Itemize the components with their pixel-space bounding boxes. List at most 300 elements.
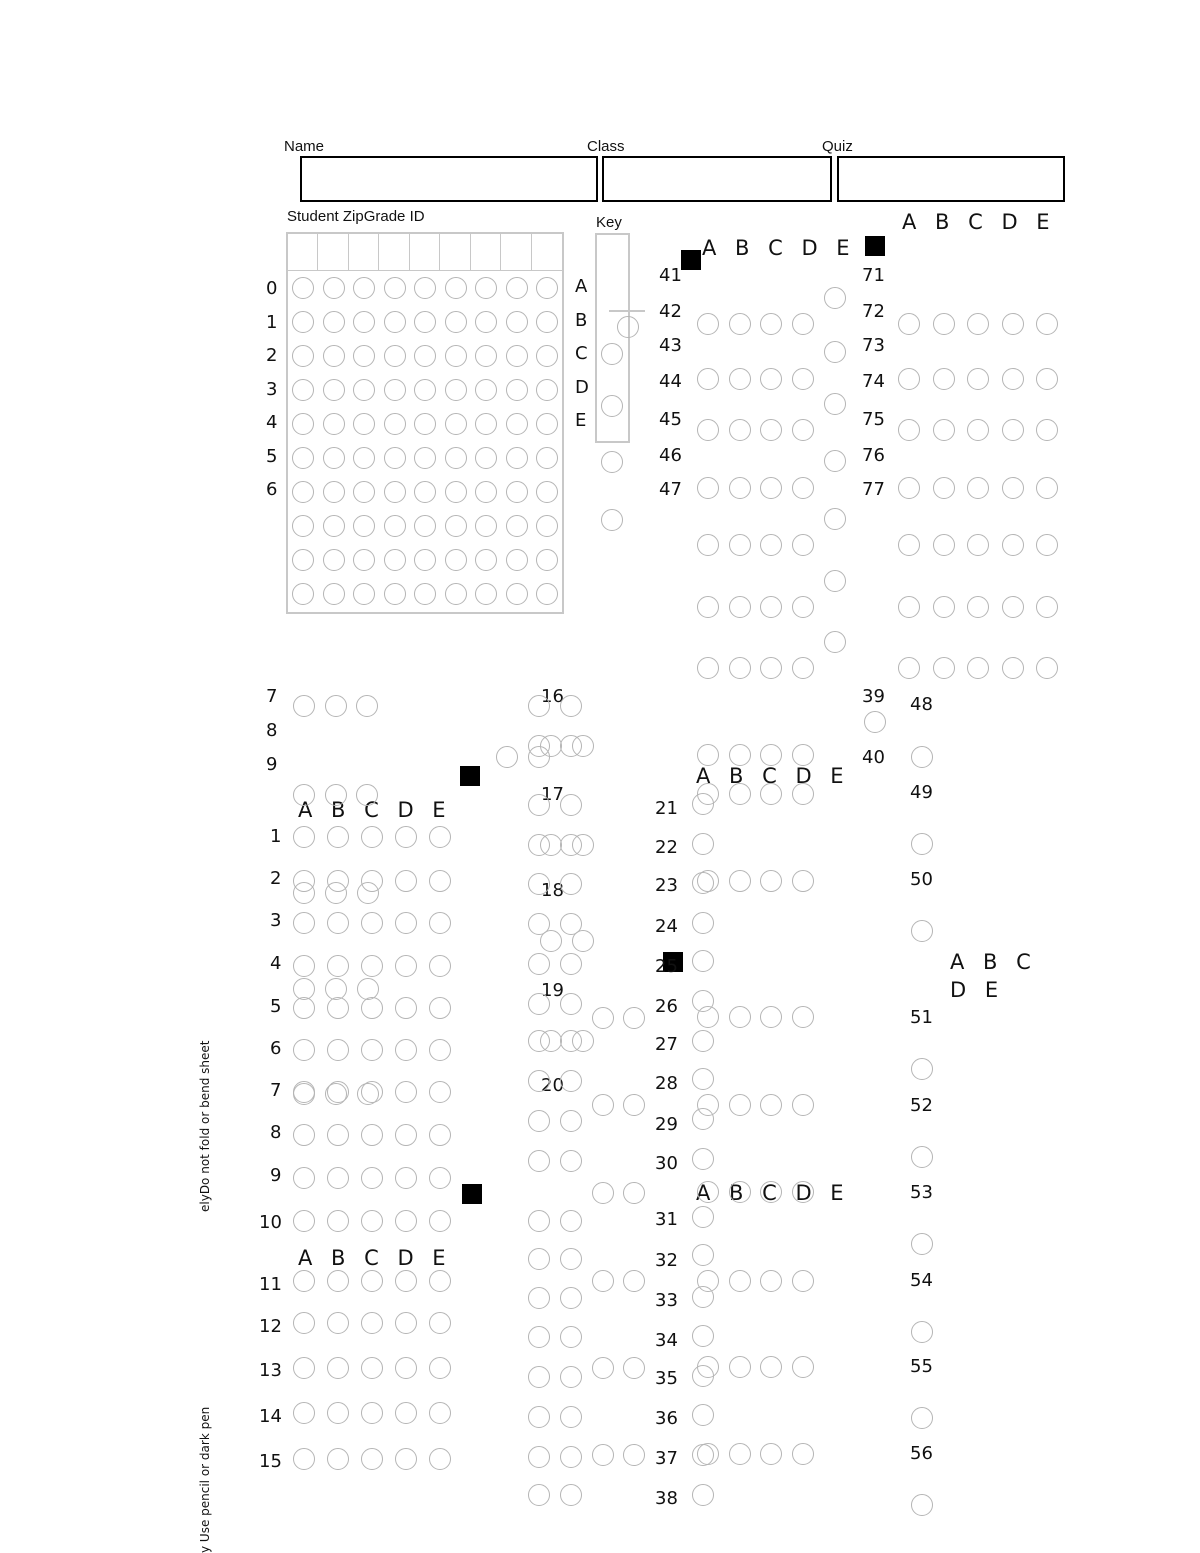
answer-bubble[interactable] [361, 997, 383, 1019]
answer-bubble[interactable] [528, 1366, 550, 1388]
answer-bubble[interactable] [293, 882, 315, 904]
answer-bubble[interactable] [429, 1039, 451, 1061]
answer-bubble[interactable] [792, 313, 814, 335]
answer-bubble[interactable] [824, 450, 846, 472]
answer-bubble[interactable] [760, 783, 782, 805]
answer-bubble[interactable] [933, 657, 955, 679]
answer-bubble[interactable] [592, 1444, 614, 1466]
id-bubble[interactable] [292, 311, 314, 333]
answer-bubble[interactable] [933, 419, 955, 441]
answer-bubble[interactable] [356, 784, 378, 806]
answer-bubble[interactable] [361, 1167, 383, 1189]
answer-bubble[interactable] [967, 534, 989, 556]
answer-bubble[interactable] [327, 1270, 349, 1292]
answer-bubble[interactable] [692, 1484, 714, 1506]
answer-bubble[interactable] [898, 477, 920, 499]
answer-bubble[interactable] [357, 978, 379, 1000]
answer-bubble[interactable] [1036, 596, 1058, 618]
answer-bubble[interactable] [592, 1182, 614, 1204]
id-bubble[interactable] [384, 447, 406, 469]
id-bubble[interactable] [353, 549, 375, 571]
id-bubble[interactable] [292, 345, 314, 367]
answer-bubble[interactable] [528, 1326, 550, 1348]
key-bubble[interactable] [601, 395, 623, 417]
answer-bubble[interactable] [697, 1006, 719, 1028]
answer-bubble[interactable] [327, 997, 349, 1019]
answer-bubble[interactable] [361, 1448, 383, 1470]
answer-bubble[interactable] [1002, 596, 1024, 618]
id-bubble[interactable] [292, 413, 314, 435]
answer-bubble[interactable] [560, 1150, 582, 1172]
answer-bubble[interactable] [1036, 313, 1058, 335]
answer-bubble[interactable] [967, 596, 989, 618]
answer-bubble[interactable] [792, 368, 814, 390]
answer-bubble[interactable] [760, 870, 782, 892]
id-bubble[interactable] [292, 549, 314, 571]
answer-bubble[interactable] [933, 368, 955, 390]
answer-bubble[interactable] [327, 1312, 349, 1334]
answer-bubble[interactable] [293, 997, 315, 1019]
answer-bubble[interactable] [692, 1030, 714, 1052]
answer-bubble[interactable] [898, 419, 920, 441]
answer-bubble[interactable] [792, 1181, 814, 1203]
answer-bubble[interactable] [697, 1181, 719, 1203]
answer-bubble[interactable] [623, 1444, 645, 1466]
key-bubble[interactable] [601, 509, 623, 531]
id-bubble[interactable] [353, 583, 375, 605]
answer-bubble[interactable] [1002, 534, 1024, 556]
id-bubble[interactable] [445, 277, 467, 299]
answer-bubble[interactable] [560, 1070, 582, 1092]
id-bubble[interactable] [384, 413, 406, 435]
answer-bubble[interactable] [697, 744, 719, 766]
answer-bubble[interactable] [592, 1007, 614, 1029]
id-bubble[interactable] [323, 481, 345, 503]
id-bubble[interactable] [323, 345, 345, 367]
id-bubble[interactable] [353, 413, 375, 435]
answer-bubble[interactable] [967, 368, 989, 390]
answer-bubble[interactable] [1002, 419, 1024, 441]
key-bubble[interactable] [617, 316, 639, 338]
answer-bubble[interactable] [293, 1357, 315, 1379]
answer-bubble[interactable] [395, 1402, 417, 1424]
answer-bubble[interactable] [395, 1167, 417, 1189]
answer-bubble[interactable] [293, 1312, 315, 1334]
answer-bubble[interactable] [692, 1206, 714, 1228]
answer-bubble[interactable] [528, 873, 550, 895]
answer-bubble[interactable] [692, 833, 714, 855]
answer-bubble[interactable] [824, 631, 846, 653]
answer-bubble[interactable] [760, 477, 782, 499]
answer-bubble[interactable] [760, 1094, 782, 1116]
id-bubble[interactable] [414, 413, 436, 435]
id-bubble[interactable] [506, 481, 528, 503]
id-bubble[interactable] [536, 413, 558, 435]
answer-bubble[interactable] [760, 1270, 782, 1292]
answer-bubble[interactable] [729, 419, 751, 441]
answer-bubble[interactable] [560, 993, 582, 1015]
answer-bubble[interactable] [1002, 313, 1024, 335]
id-bubble[interactable] [353, 345, 375, 367]
id-bubble[interactable] [292, 583, 314, 605]
id-bubble[interactable] [445, 583, 467, 605]
answer-bubble[interactable] [572, 1030, 594, 1052]
answer-bubble[interactable] [429, 912, 451, 934]
answer-bubble[interactable] [1002, 477, 1024, 499]
answer-bubble[interactable] [692, 1404, 714, 1426]
id-bubble[interactable] [445, 311, 467, 333]
answer-bubble[interactable] [623, 1182, 645, 1204]
answer-bubble[interactable] [429, 870, 451, 892]
answer-bubble[interactable] [560, 1287, 582, 1309]
answer-bubble[interactable] [729, 596, 751, 618]
answer-bubble[interactable] [560, 695, 582, 717]
id-bubble[interactable] [475, 345, 497, 367]
answer-bubble[interactable] [729, 1094, 751, 1116]
answer-bubble[interactable] [325, 978, 347, 1000]
id-bubble[interactable] [414, 481, 436, 503]
answer-bubble[interactable] [760, 657, 782, 679]
answer-bubble[interactable] [395, 1039, 417, 1061]
answer-bubble[interactable] [933, 477, 955, 499]
answer-bubble[interactable] [528, 953, 550, 975]
answer-bubble[interactable] [911, 1321, 933, 1343]
answer-bubble[interactable] [1036, 534, 1058, 556]
answer-bubble[interactable] [325, 882, 347, 904]
id-bubble[interactable] [536, 345, 558, 367]
answer-bubble[interactable] [1036, 419, 1058, 441]
answer-bubble[interactable] [528, 1110, 550, 1132]
answer-bubble[interactable] [760, 1181, 782, 1203]
id-bubble[interactable] [506, 515, 528, 537]
id-bubble[interactable] [445, 549, 467, 571]
answer-bubble[interactable] [1036, 368, 1058, 390]
answer-bubble[interactable] [692, 1244, 714, 1266]
answer-bubble[interactable] [697, 313, 719, 335]
answer-bubble[interactable] [933, 534, 955, 556]
answer-bubble[interactable] [729, 870, 751, 892]
answer-bubble[interactable] [697, 596, 719, 618]
answer-bubble[interactable] [327, 955, 349, 977]
answer-bubble[interactable] [361, 1270, 383, 1292]
id-bubble[interactable] [506, 311, 528, 333]
answer-bubble[interactable] [540, 930, 562, 952]
answer-bubble[interactable] [528, 1446, 550, 1468]
answer-bubble[interactable] [528, 695, 550, 717]
answer-bubble[interactable] [572, 735, 594, 757]
answer-bubble[interactable] [395, 912, 417, 934]
id-bubble[interactable] [384, 379, 406, 401]
id-bubble[interactable] [414, 583, 436, 605]
answer-bubble[interactable] [528, 1484, 550, 1506]
id-bubble[interactable] [536, 583, 558, 605]
answer-bubble[interactable] [293, 1270, 315, 1292]
id-bubble[interactable] [353, 481, 375, 503]
answer-bubble[interactable] [395, 826, 417, 848]
answer-bubble[interactable] [361, 1210, 383, 1232]
answer-bubble[interactable] [933, 596, 955, 618]
answer-bubble[interactable] [1002, 368, 1024, 390]
answer-bubble[interactable] [760, 1356, 782, 1378]
id-bubble[interactable] [323, 277, 345, 299]
answer-bubble[interactable] [572, 930, 594, 952]
answer-bubble[interactable] [1002, 657, 1024, 679]
id-bubble[interactable] [414, 447, 436, 469]
answer-bubble[interactable] [293, 1210, 315, 1232]
id-bubble[interactable] [384, 277, 406, 299]
answer-bubble[interactable] [692, 1068, 714, 1090]
answer-bubble[interactable] [824, 508, 846, 530]
answer-bubble[interactable] [496, 746, 518, 768]
answer-bubble[interactable] [760, 1006, 782, 1028]
answer-bubble[interactable] [293, 1448, 315, 1470]
answer-bubble[interactable] [729, 1356, 751, 1378]
id-bubble[interactable] [384, 549, 406, 571]
answer-bubble[interactable] [327, 1124, 349, 1146]
answer-bubble[interactable] [293, 1039, 315, 1061]
answer-bubble[interactable] [824, 570, 846, 592]
answer-bubble[interactable] [429, 1210, 451, 1232]
answer-bubble[interactable] [429, 1167, 451, 1189]
answer-bubble[interactable] [697, 419, 719, 441]
answer-bubble[interactable] [293, 1402, 315, 1424]
id-bubble[interactable] [475, 413, 497, 435]
answer-bubble[interactable] [429, 1402, 451, 1424]
answer-bubble[interactable] [540, 834, 562, 856]
id-bubble[interactable] [414, 277, 436, 299]
id-bubble[interactable] [536, 277, 558, 299]
id-bubble[interactable] [506, 583, 528, 605]
answer-bubble[interactable] [729, 368, 751, 390]
answer-bubble[interactable] [327, 826, 349, 848]
id-bubble[interactable] [323, 447, 345, 469]
answer-bubble[interactable] [560, 794, 582, 816]
id-bubble[interactable] [414, 311, 436, 333]
answer-bubble[interactable] [528, 1287, 550, 1309]
answer-bubble[interactable] [692, 912, 714, 934]
id-bubble[interactable] [384, 481, 406, 503]
id-bubble[interactable] [414, 345, 436, 367]
answer-bubble[interactable] [933, 313, 955, 335]
answer-bubble[interactable] [325, 695, 347, 717]
answer-bubble[interactable] [560, 1210, 582, 1232]
answer-bubble[interactable] [429, 1124, 451, 1146]
answer-bubble[interactable] [293, 1083, 315, 1105]
answer-bubble[interactable] [697, 368, 719, 390]
id-bubble[interactable] [475, 549, 497, 571]
answer-bubble[interactable] [293, 1124, 315, 1146]
answer-bubble[interactable] [560, 1366, 582, 1388]
answer-bubble[interactable] [361, 1402, 383, 1424]
answer-bubble[interactable] [697, 1270, 719, 1292]
id-bubble[interactable] [536, 515, 558, 537]
answer-bubble[interactable] [729, 1270, 751, 1292]
answer-bubble[interactable] [429, 1448, 451, 1470]
answer-bubble[interactable] [760, 368, 782, 390]
answer-bubble[interactable] [429, 1270, 451, 1292]
answer-bubble[interactable] [898, 657, 920, 679]
answer-bubble[interactable] [760, 419, 782, 441]
answer-bubble[interactable] [357, 882, 379, 904]
answer-bubble[interactable] [293, 978, 315, 1000]
id-bubble[interactable] [506, 277, 528, 299]
answer-bubble[interactable] [327, 1357, 349, 1379]
answer-bubble[interactable] [560, 1110, 582, 1132]
answer-bubble[interactable] [692, 950, 714, 972]
answer-bubble[interactable] [395, 1081, 417, 1103]
answer-bubble[interactable] [528, 1248, 550, 1270]
answer-bubble[interactable] [898, 596, 920, 618]
answer-bubble[interactable] [293, 955, 315, 977]
answer-bubble[interactable] [792, 596, 814, 618]
answer-bubble[interactable] [395, 997, 417, 1019]
id-bubble[interactable] [475, 379, 497, 401]
id-bubble[interactable] [323, 311, 345, 333]
answer-bubble[interactable] [361, 955, 383, 977]
answer-bubble[interactable] [528, 993, 550, 1015]
answer-bubble[interactable] [697, 1356, 719, 1378]
id-bubble[interactable] [353, 379, 375, 401]
answer-bubble[interactable] [697, 783, 719, 805]
answer-bubble[interactable] [528, 1070, 550, 1092]
id-bubble[interactable] [323, 515, 345, 537]
answer-bubble[interactable] [760, 596, 782, 618]
id-bubble[interactable] [292, 515, 314, 537]
answer-bubble[interactable] [697, 477, 719, 499]
answer-bubble[interactable] [911, 1146, 933, 1168]
answer-bubble[interactable] [361, 912, 383, 934]
answer-bubble[interactable] [528, 1406, 550, 1428]
answer-bubble[interactable] [623, 1270, 645, 1292]
id-bubble[interactable] [353, 447, 375, 469]
id-bubble[interactable] [353, 311, 375, 333]
answer-bubble[interactable] [623, 1094, 645, 1116]
answer-bubble[interactable] [528, 1210, 550, 1232]
answer-bubble[interactable] [293, 784, 315, 806]
id-bubble[interactable] [323, 379, 345, 401]
answer-bubble[interactable] [792, 870, 814, 892]
answer-bubble[interactable] [395, 955, 417, 977]
answer-bubble[interactable] [395, 1357, 417, 1379]
answer-bubble[interactable] [792, 1006, 814, 1028]
answer-bubble[interactable] [729, 783, 751, 805]
answer-bubble[interactable] [293, 1167, 315, 1189]
id-bubble[interactable] [445, 379, 467, 401]
id-bubble[interactable] [475, 583, 497, 605]
answer-bubble[interactable] [623, 1007, 645, 1029]
id-bubble[interactable] [475, 447, 497, 469]
id-bubble[interactable] [353, 515, 375, 537]
id-bubble[interactable] [506, 447, 528, 469]
id-bubble[interactable] [445, 345, 467, 367]
id-bubble[interactable] [414, 379, 436, 401]
answer-bubble[interactable] [361, 1039, 383, 1061]
answer-bubble[interactable] [792, 1443, 814, 1465]
answer-bubble[interactable] [729, 1006, 751, 1028]
answer-bubble[interactable] [729, 534, 751, 556]
answer-bubble[interactable] [293, 826, 315, 848]
answer-bubble[interactable] [824, 287, 846, 309]
answer-bubble[interactable] [429, 1312, 451, 1334]
answer-bubble[interactable] [429, 826, 451, 848]
answer-bubble[interactable] [729, 313, 751, 335]
id-bubble[interactable] [445, 481, 467, 503]
id-bubble[interactable] [506, 549, 528, 571]
id-bubble[interactable] [506, 413, 528, 435]
answer-bubble[interactable] [760, 313, 782, 335]
answer-bubble[interactable] [325, 1083, 347, 1105]
id-bubble[interactable] [292, 379, 314, 401]
answer-bubble[interactable] [898, 534, 920, 556]
student-id-write-cells[interactable] [288, 234, 562, 271]
answer-bubble[interactable] [792, 477, 814, 499]
answer-bubble[interactable] [592, 1094, 614, 1116]
answer-bubble[interactable] [560, 1248, 582, 1270]
id-bubble[interactable] [536, 379, 558, 401]
answer-bubble[interactable] [327, 912, 349, 934]
name-field[interactable] [300, 156, 598, 202]
answer-bubble[interactable] [967, 419, 989, 441]
answer-bubble[interactable] [697, 1094, 719, 1116]
answer-bubble[interactable] [395, 1448, 417, 1470]
answer-bubble[interactable] [760, 1443, 782, 1465]
answer-bubble[interactable] [729, 477, 751, 499]
id-bubble[interactable] [414, 515, 436, 537]
answer-bubble[interactable] [911, 1058, 933, 1080]
answer-bubble[interactable] [592, 1357, 614, 1379]
answer-bubble[interactable] [560, 953, 582, 975]
answer-bubble[interactable] [623, 1357, 645, 1379]
id-bubble[interactable] [475, 515, 497, 537]
answer-bubble[interactable] [327, 1039, 349, 1061]
answer-bubble[interactable] [760, 534, 782, 556]
answer-bubble[interactable] [560, 1406, 582, 1428]
answer-bubble[interactable] [327, 1402, 349, 1424]
answer-bubble[interactable] [792, 534, 814, 556]
answer-bubble[interactable] [911, 920, 933, 942]
answer-bubble[interactable] [911, 833, 933, 855]
answer-bubble[interactable] [792, 419, 814, 441]
answer-bubble[interactable] [429, 997, 451, 1019]
id-bubble[interactable] [536, 549, 558, 571]
answer-bubble[interactable] [760, 744, 782, 766]
key-bubble[interactable] [601, 343, 623, 365]
answer-bubble[interactable] [572, 834, 594, 856]
answer-bubble[interactable] [395, 870, 417, 892]
answer-bubble[interactable] [792, 744, 814, 766]
answer-bubble[interactable] [792, 657, 814, 679]
answer-bubble[interactable] [898, 313, 920, 335]
answer-bubble[interactable] [792, 1094, 814, 1116]
answer-bubble[interactable] [729, 657, 751, 679]
answer-bubble[interactable] [792, 1356, 814, 1378]
answer-bubble[interactable] [792, 783, 814, 805]
answer-bubble[interactable] [429, 955, 451, 977]
class-field[interactable] [602, 156, 832, 202]
id-bubble[interactable] [475, 311, 497, 333]
id-bubble[interactable] [323, 549, 345, 571]
id-bubble[interactable] [292, 447, 314, 469]
answer-bubble[interactable] [911, 1494, 933, 1516]
answer-bubble[interactable] [356, 695, 378, 717]
answer-bubble[interactable] [361, 1357, 383, 1379]
key-bubble[interactable] [601, 451, 623, 473]
answer-bubble[interactable] [361, 1312, 383, 1334]
answer-bubble[interactable] [327, 1448, 349, 1470]
answer-bubble[interactable] [898, 368, 920, 390]
answer-bubble[interactable] [395, 1312, 417, 1334]
answer-bubble[interactable] [1036, 477, 1058, 499]
